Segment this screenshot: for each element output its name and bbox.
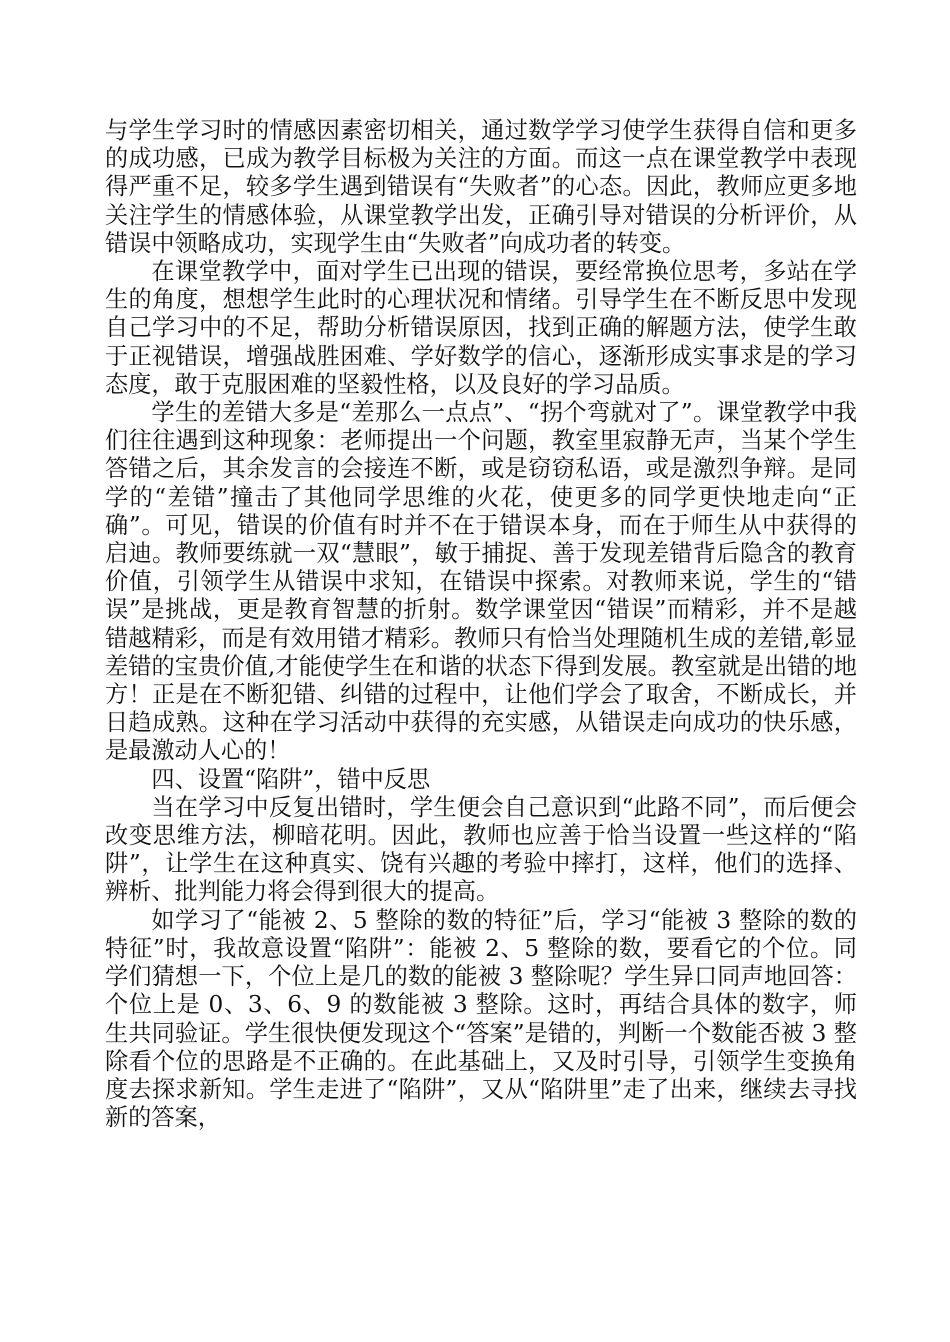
section-heading: 四、设置“陷阱”，错中反思	[151, 765, 431, 793]
paragraph-3: 学生的差错大多是“差那么一点点”、“拐个弯就对了”。课堂教学中我们往往遇到这种现象：老师提出一个问题，教室里寂静无声，当某个学生答错之后，其余发言的会接连不断，或是窃窃私语，或是激烈争辩。是同学的“差错”撞击了其他同学思维的火花，使更多的同学更快地走向“正确”。可见，错误的价值有时并不在于错误本身，而在于师生从中获得的启迪。教师要练就一双“慧眼”，敏于捕捉、善于发现差错背后隐含的教育价值，引领学生从错误中求知，在错误中探索。对教师来说，学生的“错误”是挑战，更是教育智慧的折射。数学课堂因“错误”而精彩，并不是越错越精彩，而是有效用错才精彩。教师只有恰当处理随机生成的差错,彰显差错的宝贵价值,才能使学生在和谐的状态下得到发展。教室就是出错的地方！正是在不断犯错、纠错的过程中，让他们学会了取舍，不断成长，并日趋成熟。这种在学习活动中获得的充实感，从错误走向成功的快乐感，是最激动人心的！	[105, 399, 857, 765]
paragraph-4: 当在学习中反复出错时，学生便会自己意识到“此路不同”，而后便会改变思维方法，柳暗花明。因此，教师也应善于恰当设置一些这样的“陷阱”，让学生在这种真实、饶有兴趣的考验中摔打，这样，他们的选择、辨析、批判能力将会得到很大的提高。	[105, 793, 857, 906]
paragraph-1: 与学生学习时的情感因素密切相关，通过数学学习使学生获得自信和更多的成功感，已成为教学目标极为关注的方面。而这一点在课堂教学中表现得严重不足，较多学生遇到错误有“失败者”的心态。因此，教师应更多地关注学生的情感体验，从课堂教学出发，正确引导对错误的分析评价，从错误中领略成功，实现学生由“失败者”向成功者的转变。	[105, 117, 857, 257]
document-body	[105, 117, 857, 1132]
paragraph-2: 在课堂教学中，面对学生已出现的错误，要经常换位思考，多站在学生的角度，想想学生此时的心理状况和情绪。引导学生在不断反思中发现自己学习中的不足，帮助分析错误原因，找到正确的解题方法，使学生敢于正视错误，增强战胜困难、学好数学的信心，逐渐形成实事求是的学习态度，敢于克服困难的坚毅性格，以及良好的学习品质。	[105, 258, 857, 398]
paragraph-5: 如学习了“能被 2、5 整除的数的特征”后，学习“能被 3 整除的数的特征”时，我故意设置“陷阱”：能被 2、5 整除的数，要看它的个位。同学们猜想一下，个位上是几的数的能被 3 整除呢？学生异口同声地回答：个位上是 0、3、6、9 的数能被 3 整除。这时，再结合具体的数字，师生共同验证。学生很快便发现这个“答案”是错的，判断一个数能否被 3 整除看个位的思路是不正确的。在此基础上，又及时引导，引领学生变换角度去探求新知。学生走进了“陷阱”，又从“陷阱里”走了出来，继续去寻找新的答案，	[105, 906, 857, 1132]
